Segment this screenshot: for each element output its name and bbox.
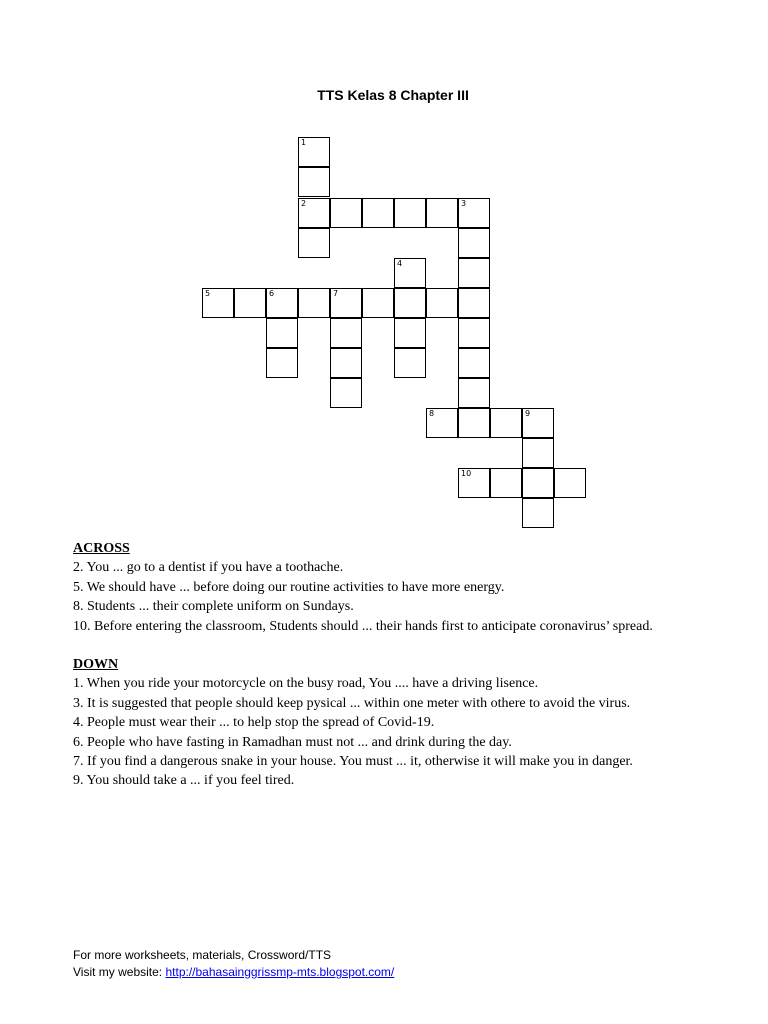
clue-number: 2 [301,199,307,208]
crossword-cell[interactable] [458,288,490,318]
across-clue: 2. You ... go to a dentist if you have a toothache. [73,560,344,576]
crossword-cell[interactable] [426,288,458,318]
down-clue: 9. You should take a ... if you feel tired. [73,773,295,789]
crossword-cell[interactable] [522,408,554,438]
crossword-cell[interactable] [458,228,490,258]
crossword-cell[interactable] [362,288,394,318]
crossword-cell[interactable] [458,468,490,498]
crossword-cell[interactable] [458,348,490,378]
crossword-cell[interactable] [330,378,362,408]
clue-number: 9 [525,409,531,418]
crossword-cell[interactable] [426,408,458,438]
across-heading: ACROSS [73,541,130,556]
crossword-cell[interactable] [522,498,554,528]
crossword-cell[interactable] [266,288,298,318]
crossword-cell[interactable] [490,408,522,438]
crossword-cell[interactable] [362,198,394,228]
crossword-cell[interactable] [394,258,426,288]
crossword-cell[interactable] [394,198,426,228]
crossword-cell[interactable] [458,378,490,408]
crossword-cell[interactable] [458,318,490,348]
crossword-cell[interactable] [458,198,490,228]
crossword-cell[interactable] [266,318,298,348]
website-link[interactable]: http://bahasainggrissmp-mts.blogspot.com/ [165,965,395,979]
down-clue: 1. When you ride your motorcycle on the busy road, You .... have a driving lisence. [73,676,539,692]
crossword-cell[interactable] [330,198,362,228]
crossword-cell[interactable] [298,228,330,258]
clues-section [73,539,753,791]
down-clue: 6. People who have fasting in Ramadhan must not ... and drink during the day. [73,734,512,750]
clue-number: 3 [461,199,467,208]
crossword-cell[interactable] [394,318,426,348]
crossword-cell[interactable] [330,348,362,378]
down-clue: 3. It is suggested that people should keep pysical ... within one meter with othere to avoid the virus. [73,695,631,711]
spacer [73,636,753,655]
clue-number: 5 [205,289,211,298]
across-clue: 10. Before entering the classroom, Students should ... their hands first to anticipate coronavirus’ spread. [73,618,653,634]
page-title: TTS Kelas 8 Chapter III [317,87,469,103]
clue-number: 4 [397,259,403,268]
crossword-cell[interactable] [458,408,490,438]
crossword-cell[interactable] [522,438,554,468]
down-clue: 4. People must wear their ... to help stop the spread of Covid-19. [73,715,435,731]
crossword-cell[interactable] [298,167,330,197]
down-heading: DOWN [73,657,119,673]
clue-number: 10 [461,469,472,478]
crossword-cell[interactable] [394,288,426,318]
crossword-cell[interactable] [330,318,362,348]
clue-number: 1 [301,138,307,147]
footer-line: For more worksheets, materials, Crossword/TTS [73,948,332,962]
crossword-cell[interactable] [330,288,362,318]
clue-number: 7 [333,289,339,298]
crossword-cell[interactable] [458,258,490,288]
crossword-cell[interactable] [522,468,554,498]
crossword-cell[interactable] [298,288,330,318]
down-clue: 7. If you find a dangerous snake in your house. You must ... it, otherwise it will make you in danger. [73,754,633,770]
crossword-cell[interactable] [426,198,458,228]
footer-line [73,964,394,981]
crossword-cell[interactable] [490,468,522,498]
clue-number: 8 [429,409,435,418]
footer-prefix: Visit my website: [73,965,166,979]
crossword-cell[interactable] [202,288,234,318]
across-clue: 8. Students ... their complete uniform on Sundays. [73,599,354,615]
crossword-cell[interactable] [554,468,586,498]
crossword-cell[interactable] [266,348,298,378]
across-clue: 5. We should have ... before doing our routine activities to have more energy. [73,579,505,595]
crossword-cell[interactable] [394,348,426,378]
crossword-cell[interactable] [298,198,330,228]
footer [73,947,394,981]
crossword-cell[interactable] [234,288,266,318]
clue-number: 6 [269,289,275,298]
crossword-cell[interactable] [298,137,330,167]
